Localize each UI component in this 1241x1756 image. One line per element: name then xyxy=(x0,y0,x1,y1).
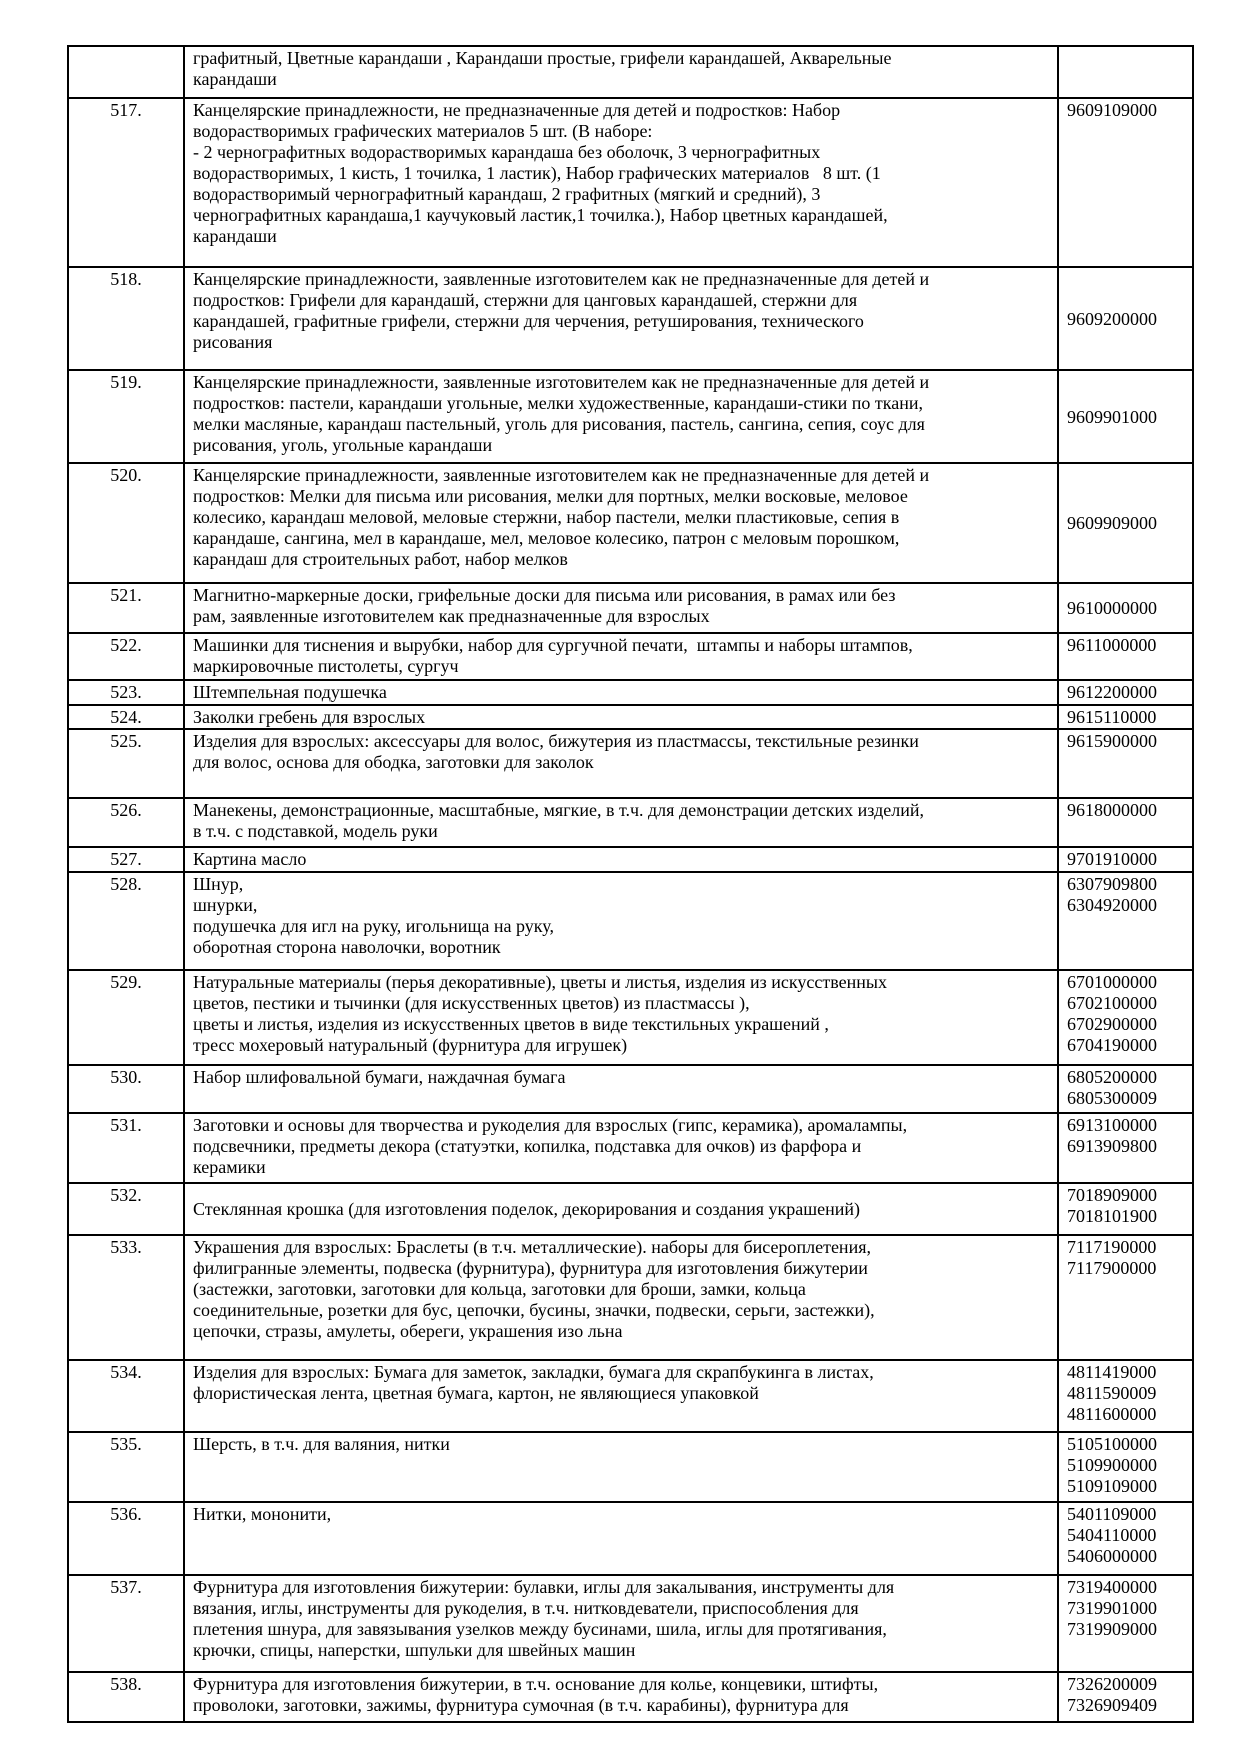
code-cell xyxy=(1058,1113,1193,1183)
text-line: 9615110000 xyxy=(1067,707,1157,727)
text-line: 6913909800 xyxy=(1067,1136,1157,1156)
code-cell xyxy=(1058,1672,1193,1722)
text-line: вязания, иглы, инструменты для рукоделия, в т.ч. нитковдеватели, приспособления для xyxy=(193,1598,859,1618)
row-number-cell: 518. xyxy=(68,267,184,370)
row-number-cell: 537. xyxy=(68,1575,184,1672)
description-cell xyxy=(184,46,1058,98)
table-row xyxy=(68,267,1193,370)
text-line: Изделия для взрослых: Бумага для заметок, закладки, бумага для скрапбукинга в листах, xyxy=(193,1362,874,1382)
row-number-cell: 529. xyxy=(68,970,184,1065)
code-cell xyxy=(1058,370,1193,463)
description-cell xyxy=(184,872,1058,970)
text-line: Канцелярские принадлежности, заявленные изготовителем как не предназначенные для детей и xyxy=(193,269,930,289)
text-line: Фурнитура для изготовления бижутерии: булавки, иглы для закалывания, инструменты для xyxy=(193,1577,895,1597)
text-line: подростков: Грифели для карандашй, стержни для цанговых карандашей, стержни для xyxy=(193,290,858,310)
text-line: соединительные, розетки для бус, цепочки, бусины, значки, подвески, серьги, застежки), xyxy=(193,1300,875,1320)
text-line: (застежки, заготовки, заготовки для кольца, заготовки для броши, замки, кольца xyxy=(193,1279,806,1299)
description-cell xyxy=(184,267,1058,370)
text-line: подростков: пастели, карандаши угольные, мелки художественные, карандаши-стики по ткани, xyxy=(193,393,923,413)
table-row xyxy=(68,1502,1193,1575)
text-line: 7319909000 xyxy=(1067,1619,1157,1639)
text-line: Заколки гребень для взрослых xyxy=(193,707,426,727)
table-row xyxy=(68,46,1193,98)
text-line: 5404110000 xyxy=(1067,1525,1157,1545)
text-line: подростков: Мелки для письма или рисования, мелки для портных, мелки восковые, меловое xyxy=(193,486,908,506)
code-cell xyxy=(1058,46,1193,98)
text-line: 9612200000 xyxy=(1067,682,1157,702)
text-line: 9609200000 xyxy=(1067,308,1157,329)
row-number-cell: 531. xyxy=(68,1113,184,1183)
text-line: Натуральные материалы (перья декоративные), цветы и листья, изделия из искусственных xyxy=(193,972,887,992)
description-cell xyxy=(184,1065,1058,1113)
text-line: графитный, Цветные карандаши , Карандаши простые, грифели карандашей, Акварельные xyxy=(193,48,892,68)
table-row xyxy=(68,847,1193,872)
text-line: карандаш для строительных работ, набор мелков xyxy=(193,549,568,569)
row-number-cell: 520. xyxy=(68,463,184,583)
text-line: Набор шлифовальной бумаги, наждачная бумага xyxy=(193,1067,566,1087)
text-line: цепочки, стразы, амулеты, обереги, украшения изо льна xyxy=(193,1321,623,1341)
code-cell xyxy=(1058,847,1193,872)
row-number-cell: 522. xyxy=(68,633,184,680)
text-line: филигранные элементы, подвеска (фурнитура), фурнитура для изготовления бижутерии xyxy=(193,1258,868,1278)
table-row xyxy=(68,970,1193,1065)
code-cell xyxy=(1058,583,1193,633)
text-line: тресс мохеровый натуральный (фурнитура для игрушек) xyxy=(193,1035,628,1055)
table-row xyxy=(68,798,1193,847)
text-line: Магнитно-маркерные доски, грифельные доски для письма или рисования, в рамах или без xyxy=(193,585,896,605)
text-line: Стеклянная крошка (для изготовления поделок, декорирования и создания украшений) xyxy=(193,1199,860,1219)
text-line: 6913100000 xyxy=(1067,1115,1157,1135)
code-cell xyxy=(1058,1360,1193,1432)
code-cell xyxy=(1058,872,1193,970)
text-line: карандаше, сангина, мел в карандаше, мел, меловое колесико, патрон с меловым порошком, xyxy=(193,528,900,548)
text-line: 6805200000 xyxy=(1067,1067,1157,1087)
text-line: 4811419000 xyxy=(1067,1362,1157,1382)
row-number-cell: 519. xyxy=(68,370,184,463)
table-row xyxy=(68,463,1193,583)
text-line: керамики xyxy=(193,1157,266,1177)
code-cell xyxy=(1058,1575,1193,1672)
row-number-cell: 524. xyxy=(68,705,184,729)
table-row xyxy=(68,729,1193,798)
text-line: 6701000000 xyxy=(1067,972,1157,992)
table-row xyxy=(68,1065,1193,1113)
description-cell xyxy=(184,705,1058,729)
text-line: 7326200009 xyxy=(1067,1674,1157,1694)
row-number-cell: 528. xyxy=(68,872,184,970)
row-number-cell: 532. xyxy=(68,1183,184,1235)
description-cell xyxy=(184,1183,1058,1235)
text-line: Шерсть, в т.ч. для валяния, нитки xyxy=(193,1434,450,1454)
table-row xyxy=(68,1360,1193,1432)
text-line: Канцелярские принадлежности, не предназначенные для детей и подростков: Набор xyxy=(193,100,841,120)
text-line: 9609909000 xyxy=(1067,513,1157,533)
text-line: колесико, карандаш меловой, меловые стержни, набор пастели, мелки пластиковые, сепия в xyxy=(193,507,900,527)
code-cell xyxy=(1058,98,1193,267)
description-cell xyxy=(184,1575,1058,1672)
text-line: цветов, пестики и тычинки (для искусственных цветов) из пластмассы ), xyxy=(193,993,750,1013)
text-line: 7018909000 xyxy=(1067,1185,1157,1205)
text-line: мелки масляные, карандаш пастельный, уголь для рисования, пастель, сангина, сепия, соус для xyxy=(193,414,925,434)
text-line: Канцелярские принадлежности, заявленные изготовителем как не предназначенные для детей и xyxy=(193,465,930,485)
text-line: оборотная сторона наволочки, воротник xyxy=(193,937,501,957)
text-line: 9609109000 xyxy=(1067,100,1157,120)
row-number-cell xyxy=(68,46,184,98)
text-line: 7117900000 xyxy=(1067,1258,1157,1278)
text-line: 9618000000 xyxy=(1067,800,1157,820)
row-number-cell: 530. xyxy=(68,1065,184,1113)
text-line: 7326909409 xyxy=(1067,1695,1157,1715)
text-line: рам, заявленные изготовителем как предназначенные для взрослых xyxy=(193,606,710,626)
text-line: Фурнитура для изготовления бижутерии, в т.ч. основание для колье, концевики, штифты, xyxy=(193,1674,879,1694)
text-line: 7319400000 xyxy=(1067,1577,1157,1597)
row-number-cell: 521. xyxy=(68,583,184,633)
table-row xyxy=(68,98,1193,267)
row-number-cell: 526. xyxy=(68,798,184,847)
table-row xyxy=(68,1183,1193,1235)
text-line: 7319901000 xyxy=(1067,1598,1157,1618)
description-cell xyxy=(184,970,1058,1065)
product-codes-table xyxy=(67,45,1194,1723)
description-cell xyxy=(184,729,1058,798)
description-cell xyxy=(184,98,1058,267)
table-body xyxy=(68,46,1193,1722)
text-line: карандаши xyxy=(193,226,277,246)
table-row xyxy=(68,1575,1193,1672)
text-line: Нитки, мононити, xyxy=(193,1504,332,1524)
text-line: водорастворимый чернографитный карандаш, 2 графитных (мягкий и средний), 3 xyxy=(193,184,821,204)
row-number-cell: 517. xyxy=(68,98,184,267)
description-cell xyxy=(184,463,1058,583)
text-line: крючки, спицы, наперстки, шпульки для швейных машин xyxy=(193,1640,636,1660)
code-cell xyxy=(1058,970,1193,1065)
table-row xyxy=(68,1235,1193,1360)
description-cell xyxy=(184,633,1058,680)
table-row xyxy=(68,633,1193,680)
text-line: 6702100000 xyxy=(1067,993,1157,1013)
text-line: подсвечники, предметы декора (статуэтки, копилка, подставка для очков) из фарфора и xyxy=(193,1136,862,1156)
table-row xyxy=(68,872,1193,970)
table-row xyxy=(68,705,1193,729)
text-line: 9611000000 xyxy=(1067,635,1157,655)
text-line: для волос, основа для ободка, заготовки для заколок xyxy=(193,752,594,772)
text-line: плетения шнура, для завязывания узелков между бусинами, шила, иглы для протягивания, xyxy=(193,1619,887,1639)
row-number-cell: 523. xyxy=(68,680,184,705)
code-cell xyxy=(1058,633,1193,680)
description-cell xyxy=(184,680,1058,705)
text-line: подушечка для игл на руку, игольнища на руку, xyxy=(193,916,554,936)
text-line: Шнур, xyxy=(193,874,244,894)
text-line: 5109109000 xyxy=(1067,1476,1157,1496)
code-cell xyxy=(1058,1432,1193,1502)
code-cell xyxy=(1058,680,1193,705)
text-line: Манекены, демонстрационные, масштабные, мягкие, в т.ч. для демонстрации детских изделий, xyxy=(193,800,924,820)
text-line: маркировочные пистолеты, сургуч xyxy=(193,656,459,676)
text-line: Изделия для взрослых: аксессуары для волос, бижутерия из пластмассы, текстильные резинки xyxy=(193,731,919,751)
text-line: Штемпельная подушечка xyxy=(193,682,387,702)
text-line: 9609901000 xyxy=(1067,406,1157,427)
code-cell xyxy=(1058,729,1193,798)
text-line: карандашей, графитные грифели, стержни для черчения, ретуширования, технического xyxy=(193,311,864,331)
text-line: рисования, уголь, угольные карандаши xyxy=(193,435,493,455)
row-number-cell: 534. xyxy=(68,1360,184,1432)
row-number-cell: 536. xyxy=(68,1502,184,1575)
text-line: 5105100000 xyxy=(1067,1434,1157,1454)
code-cell xyxy=(1058,1183,1193,1235)
text-line: проволоки, заготовки, зажимы, фурнитура сумочная (в т.ч. карабины), фурнитура для xyxy=(193,1695,849,1715)
text-line: 6704190000 xyxy=(1067,1035,1157,1055)
text-line: 4811600000 xyxy=(1067,1404,1157,1424)
row-number-cell: 527. xyxy=(68,847,184,872)
description-cell xyxy=(184,798,1058,847)
text-line: 5109900000 xyxy=(1067,1455,1157,1475)
text-line: водорастворимых, 1 кисть, 1 точилка, 1 ластик), Набор графических материалов 8 шт. (1 xyxy=(193,163,881,183)
text-line: 4811590009 xyxy=(1067,1383,1157,1403)
description-cell xyxy=(184,1502,1058,1575)
text-line: 7018101900 xyxy=(1067,1206,1157,1226)
code-cell xyxy=(1058,1502,1193,1575)
text-line: Машинки для тиснения и вырубки, набор для сургучной печати, штампы и наборы штампов, xyxy=(193,635,913,655)
table-row xyxy=(68,1432,1193,1502)
text-line: 6304920000 xyxy=(1067,895,1157,915)
table-row xyxy=(68,1113,1193,1183)
row-number-cell: 525. xyxy=(68,729,184,798)
text-line: - 2 чернографитных водорастворимых карандаша без оболочк, 3 чернографитных xyxy=(193,142,821,162)
text-line: 5401109000 xyxy=(1067,1504,1157,1524)
text-line: в т.ч. с подставкой, модель руки xyxy=(193,821,438,841)
description-cell xyxy=(184,1113,1058,1183)
text-line: чернографитных карандаша,1 каучуковый ластик,1 точилка.), Набор цветных карандашей, xyxy=(193,205,888,225)
text-line: 6702900000 xyxy=(1067,1014,1157,1034)
code-cell xyxy=(1058,463,1193,583)
text-line: 7117190000 xyxy=(1067,1237,1157,1257)
text-line: флористическая лента, цветная бумага, картон, не являющиеся упаковкой xyxy=(193,1383,759,1403)
text-line: водорастворимых графических материалов 5 шт. (В наборе: xyxy=(193,121,653,141)
code-cell xyxy=(1058,798,1193,847)
table-row xyxy=(68,1672,1193,1722)
description-cell xyxy=(184,583,1058,633)
text-line: 6307909800 xyxy=(1067,874,1157,894)
text-line: 9701910000 xyxy=(1067,849,1157,869)
description-cell xyxy=(184,1235,1058,1360)
description-cell xyxy=(184,1360,1058,1432)
description-cell xyxy=(184,1432,1058,1502)
text-line: Заготовки и основы для творчества и рукоделия для взрослых (гипс, керамика), аромалампы, xyxy=(193,1115,908,1135)
text-line: цветы и листья, изделия из искусственных цветов в виде текстильных украшений , xyxy=(193,1014,829,1034)
code-cell xyxy=(1058,1235,1193,1360)
text-line: 9610000000 xyxy=(1067,598,1157,618)
text-line: Канцелярские принадлежности, заявленные изготовителем как не предназначенные для детей и xyxy=(193,372,930,392)
row-number-cell: 535. xyxy=(68,1432,184,1502)
code-cell xyxy=(1058,705,1193,729)
row-number-cell: 538. xyxy=(68,1672,184,1722)
description-cell xyxy=(184,1672,1058,1722)
code-cell xyxy=(1058,267,1193,370)
text-line: Картина масло xyxy=(193,849,307,869)
table-row xyxy=(68,370,1193,463)
text-line: Украшения для взрослых: Браслеты (в т.ч. металлические). наборы для бисероплетения, xyxy=(193,1237,871,1257)
text-line: шнурки, xyxy=(193,895,258,915)
text-line: 6805300009 xyxy=(1067,1088,1157,1108)
text-line: карандаши xyxy=(193,69,277,89)
description-cell xyxy=(184,370,1058,463)
table-row xyxy=(68,583,1193,633)
text-line: 9615900000 xyxy=(1067,731,1157,751)
code-cell xyxy=(1058,1065,1193,1113)
text-line: рисования xyxy=(193,332,273,352)
description-cell xyxy=(184,847,1058,872)
text-line: 5406000000 xyxy=(1067,1546,1157,1566)
table-row xyxy=(68,680,1193,705)
row-number-cell: 533. xyxy=(68,1235,184,1360)
